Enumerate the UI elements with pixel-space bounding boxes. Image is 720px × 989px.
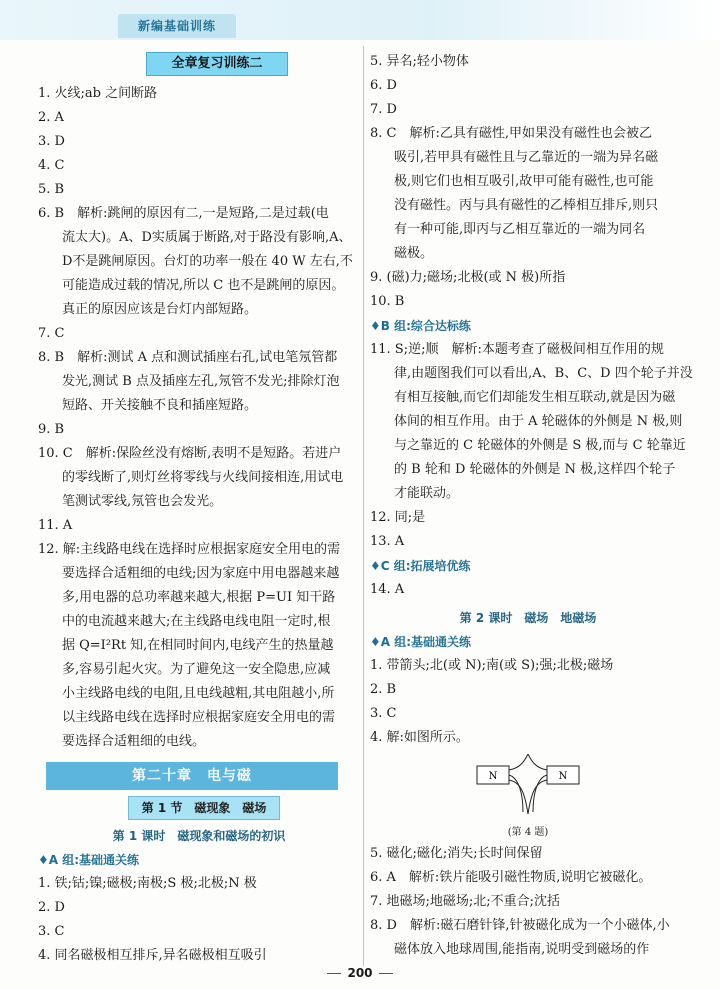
answer-line: 发光,测试 B 点及插座左孔,氖管不发光;排除灯泡 bbox=[62, 374, 340, 389]
answer-line: 5. 异名;轻小物体 bbox=[370, 54, 469, 69]
group-c-answers bbox=[370, 578, 686, 602]
field-line bbox=[528, 754, 547, 770]
book-title: 新编基础训练 bbox=[118, 14, 236, 38]
answer-line: 3. C bbox=[38, 924, 65, 939]
answer-line: 10. B bbox=[370, 294, 405, 309]
left-column bbox=[38, 50, 360, 968]
lesson-title: 第 1 课时 磁现象和磁场的初识 bbox=[112, 829, 286, 843]
magnet-field-diagram bbox=[473, 754, 583, 820]
right-answer-list-after bbox=[370, 842, 686, 962]
group-a-heading: ♦A 组:基础通关练 bbox=[38, 853, 140, 867]
answer-line: 5. 磁化;磁化;消失;长时间保留 bbox=[370, 846, 543, 861]
right-column bbox=[370, 50, 693, 962]
right-answer-list bbox=[370, 50, 686, 314]
answer-line: 6. D bbox=[370, 78, 397, 93]
answer-line: 12. 同;是 bbox=[370, 510, 426, 525]
answer-line: 真正的原因应该是台灯内部短路。 bbox=[62, 302, 258, 317]
answer-line: 1. 带箭头;北(或 N);南(或 S);强;北极;磁场 bbox=[370, 658, 614, 673]
answer-line: 多,用电器的总功率越来越大,根据 P=UI 知干路 bbox=[62, 590, 336, 605]
answer-line: 9. B bbox=[38, 422, 65, 437]
answer-line: 多,容易引起火灾。为了避免这一安全隐患,应减 bbox=[62, 662, 331, 677]
answer-line: 5. B bbox=[38, 182, 65, 197]
page-number bbox=[300, 966, 420, 980]
answer-line: 8. B 解析:测试 A 点和测试插座右孔,试电笔氖管都 bbox=[38, 350, 338, 365]
answer-line: 有相互接触,而它们却能发生相互联动,就是因为磁 bbox=[394, 390, 676, 405]
group-a-heading-2: ♦A 组:基础通关练 bbox=[370, 635, 472, 649]
answer-line: 的零线断了,则灯丝将零线与火线间接相连,用试电 bbox=[62, 470, 344, 485]
answer-line: 极,则它们也相互吸引,故甲可能有磁性,也可能 bbox=[394, 174, 654, 189]
answer-line: 磁体放入地球周围,能指南,说明受到磁场的作 bbox=[394, 942, 650, 957]
group-b-answers bbox=[370, 338, 693, 554]
answer-line: 4. C bbox=[38, 158, 65, 173]
answer-line: 与之靠近的 C 轮磁体的外侧是 S 极,而与 C 轮靠近 bbox=[394, 438, 686, 453]
group-b-heading: ♦B 组:综合达标练 bbox=[370, 319, 471, 333]
left-answer-list-2 bbox=[38, 872, 360, 968]
magnet-figure bbox=[370, 754, 686, 842]
answer-line: 8. D 解析:磁石磨针锋,针被磁化成为一个小磁体,小 bbox=[370, 918, 670, 933]
answer-line: 3. D bbox=[38, 134, 65, 149]
answer-line: 中的电流越来越大;在主线路电线电阻一定时,根 bbox=[62, 614, 331, 629]
answer-line: 吸引,若甲具有磁性且与乙靠近的一端为异名磁 bbox=[394, 150, 659, 165]
lesson-2-title: 第 2 课时 磁场 地磁场 bbox=[459, 611, 597, 625]
answer-line: 要选择合适粗细的电线;因为家庭中用电器越来越 bbox=[62, 566, 340, 581]
answer-line: 2. B bbox=[370, 682, 397, 697]
answer-line: 可能造成过载的情况,所以 C 也不是跳闸的原因。 bbox=[62, 278, 345, 293]
answer-line: 没有磁性。丙与具有磁性的乙棒相互排斥,则只 bbox=[394, 198, 659, 213]
answer-line: 1. 火线;ab 之间断路 bbox=[38, 86, 158, 101]
answer-line: 6. B 解析:跳闸的原因有二,一是短路,二是过载(电 bbox=[38, 206, 329, 221]
answer-line: D不是跳闸原因。台灯的功率一般在 40 W 左右,不 bbox=[62, 254, 353, 269]
pole-label-left: N bbox=[488, 771, 498, 782]
answer-line: 以主线路电线在选择时应根据家庭安全用电的需 bbox=[62, 710, 336, 725]
answer-line: 7. 地磁场;地磁场;北;不重合;沈括 bbox=[370, 894, 561, 909]
answer-line: 才能联动。 bbox=[394, 486, 460, 501]
page-number-text: 200 bbox=[347, 966, 373, 980]
header-bar bbox=[0, 0, 720, 40]
answer-line: 11. S;逆;顺 解析:本题考查了磁极间相互作用的规 bbox=[370, 342, 664, 357]
answer-line: 14. A bbox=[370, 582, 405, 597]
answer-line: 4. 解:如图所示。 bbox=[370, 730, 469, 745]
group-a-answers bbox=[370, 654, 686, 750]
answer-line: 短路、开关接触不良和插座短路。 bbox=[62, 398, 258, 413]
pole-label-right: N bbox=[558, 771, 568, 782]
answer-line: 体间的相互作用。由于 A 轮磁体的外侧是 N 极,则 bbox=[394, 414, 683, 429]
answer-line: 7. D bbox=[370, 102, 397, 117]
answer-line: 流太大)。A、D实质属于断路,对于路没有影响,A、 bbox=[62, 230, 352, 245]
page-rule-right bbox=[379, 973, 393, 974]
answer-line: 磁极。 bbox=[394, 246, 434, 261]
answer-line: 律,由题图我们可以看出,A、B、C、D 四个轮子并没 bbox=[394, 366, 693, 381]
answer-line: 13. A bbox=[370, 534, 405, 549]
answer-line: 有一种可能,即丙与乙相互靠近的一端为同名 bbox=[394, 222, 646, 237]
answer-line: 9. (磁)力;磁场;北极(或 N 极)所指 bbox=[370, 270, 566, 285]
answer-line: 12. 解:主线路电线在选择时应根据家庭安全用电的需 bbox=[38, 542, 341, 557]
answer-line: 7. C bbox=[38, 326, 65, 341]
answer-line: 的 B 轮和 D 轮磁体的外侧是 N 极,这样四个轮子 bbox=[394, 462, 676, 477]
answer-line: 小主线路电线的电阻,且电线越粗,其电阻越小,所 bbox=[62, 686, 335, 701]
page-rule-left bbox=[327, 973, 341, 974]
answer-line: 6. A 解析:铁片能吸引磁性物质,说明它被磁化。 bbox=[370, 870, 652, 885]
answer-line: 1. 铁;钴;镍;磁极;南极;S 极;北极;N 极 bbox=[38, 876, 257, 891]
group-c-heading: ♦C 组:拓展培优练 bbox=[370, 559, 471, 573]
answer-line: 要选择合适粗细的电线。 bbox=[62, 734, 206, 749]
chapter-title: 第二十章 电与磁 bbox=[46, 762, 338, 790]
left-answer-list bbox=[38, 82, 360, 754]
answer-line: 3. C bbox=[370, 706, 397, 721]
field-line bbox=[509, 754, 528, 770]
section-title: 第 1 节 磁现象 磁场 bbox=[128, 796, 280, 820]
answer-line: 据 Q=I²Rt 知,在相同时间内,电线产生的热量越 bbox=[62, 638, 334, 653]
answer-line: 11. A bbox=[38, 518, 73, 533]
answer-line: 10. C 解析:保险丝没有熔断,表明不是短路。若进户 bbox=[38, 446, 342, 461]
answer-line: 2. A bbox=[38, 110, 64, 125]
answer-line: 8. C 解析:乙具有磁性,甲如果没有磁性也会被乙 bbox=[370, 126, 652, 141]
answer-line: 2. D bbox=[38, 900, 65, 915]
answer-line: 4. 同名磁极相互排斥,异名磁极相互吸引 bbox=[38, 948, 267, 963]
figure-caption: (第 4 题) bbox=[507, 827, 549, 838]
answer-line: 笔测试零线,氖管也会发光。 bbox=[62, 494, 223, 509]
review-title: 全章复习训练二 bbox=[146, 52, 288, 76]
column-divider bbox=[363, 46, 364, 966]
